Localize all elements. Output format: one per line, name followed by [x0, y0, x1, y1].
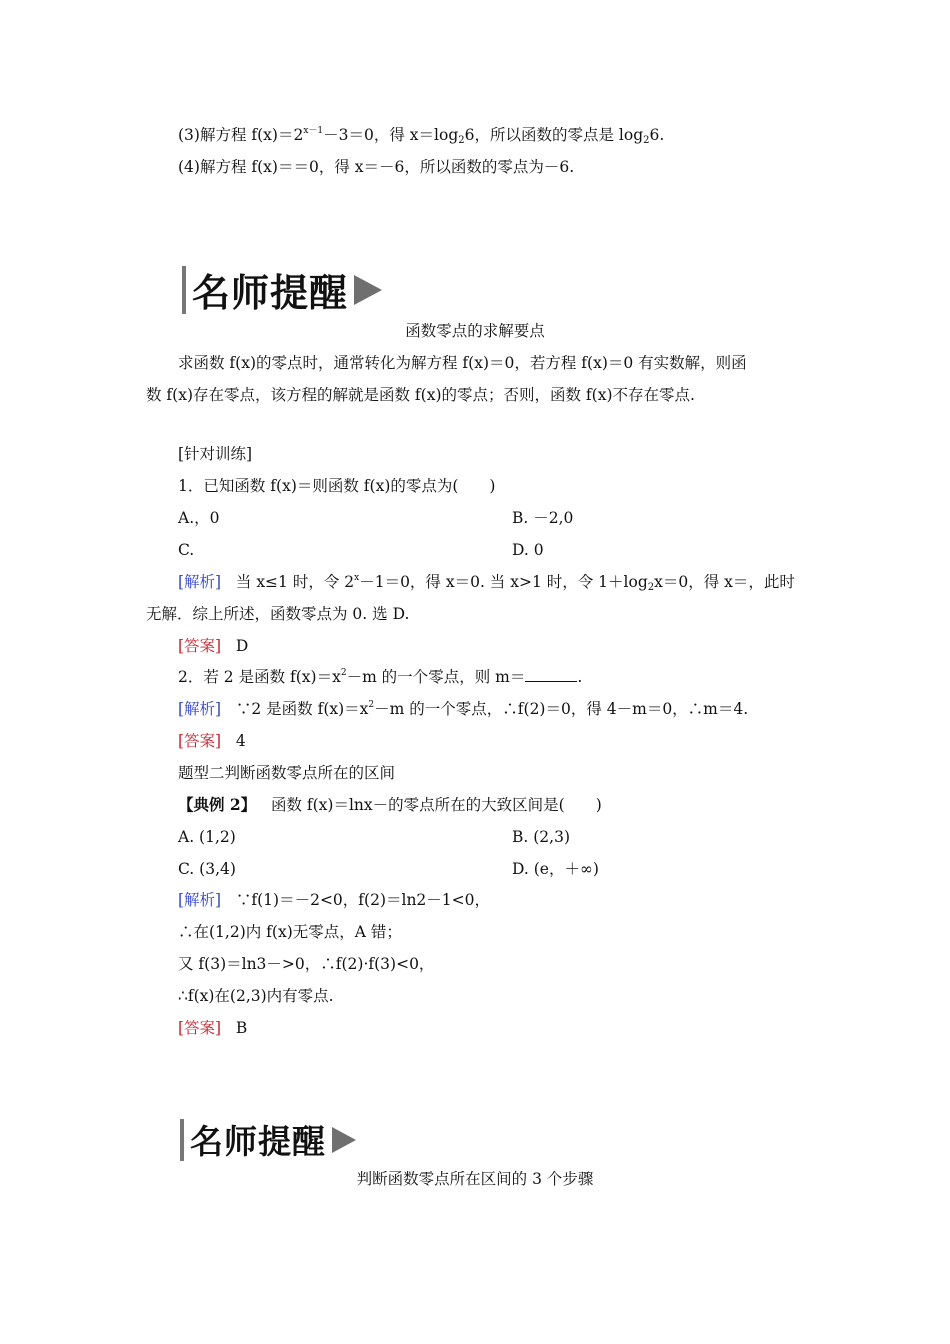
banner-bar: [182, 266, 186, 314]
answer-blank: [525, 667, 577, 682]
tip-title: 函数零点的求解要点: [405, 322, 545, 340]
answer-line: [答案] D: [178, 637, 249, 655]
answer-label: [答案]: [178, 637, 222, 655]
option-c: C.: [178, 541, 195, 559]
option-c: C. (3,4): [178, 860, 236, 878]
banner-bar: [180, 1119, 184, 1161]
question-2-stem: 2．若 2 是函数 $f(x)=x^2-m$ 的一个零点，则 m＝ .: [178, 668, 583, 686]
analysis-label: [解析]: [178, 700, 222, 718]
analysis-label: [解析]: [178, 891, 222, 909]
solution-4: (4)解方程 f(x)＝＝0，得 x＝－6，所以函数的零点为－6.: [178, 158, 575, 176]
analysis-line: [解析] ∵f(1)＝－2<0，f(2)＝ln2－1<0，: [178, 891, 490, 909]
example-2-stem: 【典例 2】 函数 f(x)＝lnx－的零点所在的大致区间是( ): [178, 795, 602, 814]
solution-3: (3)解方程 $f(x)=2^{x-1}-3=0$，得 $x=\log_26$，所以函数的零点是 $\log_26$.: [178, 126, 665, 146]
section-title: 题型二判断函数零点所在的区间: [178, 764, 396, 782]
option-d: D. 0: [512, 541, 544, 559]
tip-paragraph-line: 数 f(x)存在零点，该方程的解就是函数 f(x)的零点；否则，函数 f(x)不存在零点.: [146, 386, 695, 404]
teacher-tip-banner: [180, 1116, 356, 1163]
tip-paragraph-line: 求函数 f(x)的零点时，通常转化为解方程 f(x)＝0，若方程 f(x)＝0 有实数解，则函: [178, 354, 747, 372]
banner-title: 名师提醒: [190, 1122, 326, 1161]
play-arrow-icon: [354, 275, 382, 305]
analysis-line: 无解．综上所述，函数零点为 0. 选 D.: [146, 605, 410, 623]
answer-label: [答案]: [178, 1019, 222, 1037]
analysis-line: ∴在(1,2)内 f(x)无零点，A 错；: [178, 923, 402, 941]
analysis-label: [解析]: [178, 573, 222, 591]
training-header: [针对训练]: [178, 445, 253, 463]
option-d: D. (e，＋∞): [512, 860, 599, 878]
teacher-tip-banner: [182, 262, 382, 317]
option-b: B. (2,3): [512, 828, 570, 846]
option-a: A. (1,2): [178, 828, 236, 846]
option-a: A.，0: [178, 509, 220, 527]
analysis-line: ∴f(x)在(2,3)内有零点.: [178, 987, 334, 1005]
analysis-line: [解析] ∵2 是函数 $f(x)=x^2-m$ 的一个零点，∴f(2)＝0，得 4－m＝0，∴m＝4.: [178, 700, 749, 718]
analysis-line: [解析] 当 x≤1 时，令 $2^x-1=0$，得 x＝0. 当 x>1 时，令 $1+\log_2x=0$，得 x＝，此时: [178, 573, 795, 593]
option-b: B. －2,0: [512, 509, 574, 527]
tip-title: 判断函数零点所在区间的 3 个步骤: [356, 1170, 594, 1188]
question-1-stem: 1．已知函数 f(x)＝则函数 f(x)的零点为( ): [178, 477, 496, 495]
answer-label: [答案]: [178, 732, 222, 750]
banner-title: 名师提醒: [192, 271, 349, 315]
play-arrow-icon: [332, 1127, 356, 1153]
example-label: 【典例 2】: [178, 795, 257, 814]
answer-line: [答案] B: [178, 1019, 248, 1037]
answer-line: [答案] 4: [178, 732, 246, 750]
analysis-line: 又 f(3)＝ln3－>0，∴f(2)·f(3)<0，: [178, 955, 435, 973]
